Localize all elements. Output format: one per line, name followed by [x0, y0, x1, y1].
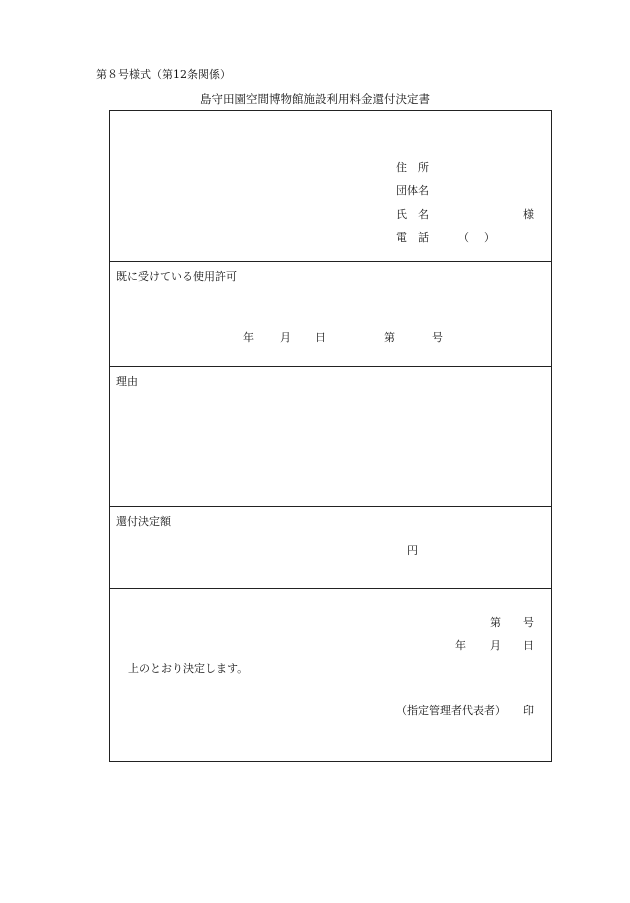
phone-paren-open: （ — [458, 231, 469, 244]
group-name-label: 団体名 — [396, 184, 429, 197]
address-label: 住 所 — [396, 161, 429, 174]
decision-section — [110, 588, 551, 762]
refund-amount-section — [110, 506, 551, 589]
decision-year-label: 年 — [455, 639, 466, 652]
seal-mark: 印 — [523, 704, 534, 717]
decision-number-prefix: 第 — [490, 616, 501, 629]
decision-day-label: 日 — [523, 639, 534, 652]
phone-paren-close: ） — [484, 231, 495, 244]
form-frame — [109, 110, 552, 762]
signatory-label: （指定管理者代表者） — [396, 704, 506, 717]
yen-unit: 円 — [407, 544, 418, 557]
permit-year-label: 年 — [243, 331, 254, 344]
honorific-sama: 様 — [523, 208, 534, 221]
permit-section — [110, 261, 551, 367]
decision-statement: 上のとおり決定します。 — [128, 662, 249, 675]
reason-heading: 理由 — [116, 375, 138, 388]
permit-month-label: 月 — [280, 331, 291, 344]
form-number: 第８号様式（第12条関係） — [96, 68, 231, 81]
refund-amount-heading: 還付決定額 — [116, 515, 171, 528]
decision-month-label: 月 — [490, 639, 501, 652]
permit-number-prefix: 第 — [384, 331, 395, 344]
permit-number-suffix: 号 — [432, 331, 443, 344]
phone-label: 電 話 — [396, 231, 429, 244]
permit-day-label: 日 — [315, 331, 326, 344]
permit-heading: 既に受けている使用許可 — [116, 270, 237, 283]
decision-number-suffix: 号 — [523, 616, 534, 629]
name-label: 氏 名 — [396, 208, 429, 221]
form-title: 島守田園空間博物館施設利用料金還付決定書 — [200, 92, 430, 106]
reason-section — [110, 366, 551, 507]
